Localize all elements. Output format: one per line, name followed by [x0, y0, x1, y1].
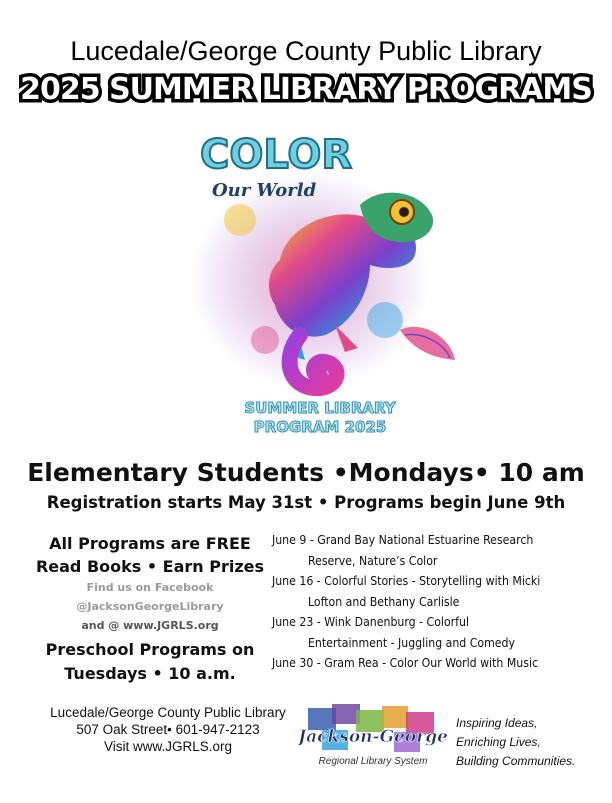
schedule-item-title: June 30 - Gram Rea - Color Our World with Music: [272, 656, 539, 670]
footer-tagline: [456, 714, 596, 771]
logo-name: Jackson-George: [298, 727, 448, 747]
footer-website: Visit www.JGRLS.org: [103, 739, 233, 754]
schedule-item: [272, 612, 592, 653]
left-info-column: [30, 532, 270, 686]
tagline-line: Inspiring Ideas,: [456, 716, 538, 730]
facebook-line: Find us on Facebook: [86, 581, 214, 594]
tagline-line: Enriching Lives,: [456, 735, 541, 749]
schedule-item: [272, 530, 592, 571]
facebook-handle: @JacksonGeorgeLibrary: [76, 600, 224, 613]
preschool-line1: Preschool Programs on: [45, 640, 255, 659]
schedule-item: [272, 571, 592, 612]
logo-subtitle: Regional Library System: [318, 756, 428, 767]
schedule-item-detail: Lofton and Bethany Carlisle: [308, 594, 460, 609]
footer-address: 507 Oak Street• 601-947-2123: [76, 722, 260, 737]
schedule-item: [272, 653, 592, 674]
program-banner: 2025 SUMMER LIBRARY PROGRAMS: [20, 72, 592, 107]
footer-contact: [28, 704, 308, 755]
free-programs-text: All Programs are FREE: [49, 534, 251, 553]
schedule-item-detail: Reserve, Nature’s Color: [308, 553, 438, 568]
preschool-line2: Tuesdays • 10 a.m.: [64, 664, 236, 683]
schedule-item-title: June 16 - Colorful Stories - Storytelling with Micki: [272, 574, 541, 588]
footer-library-name: Lucedale/George County Public Library: [50, 705, 286, 720]
elementary-heading: Elementary Students •Mondays• 10 am: [27, 458, 585, 487]
summer-library-text: SUMMER LIBRARY: [244, 399, 396, 417]
program-schedule: [272, 530, 592, 674]
schedule-item-title: June 9 - Grand Bay National Estuarine Research: [272, 533, 534, 547]
read-books-text: Read Books • Earn Prizes: [35, 557, 265, 576]
color-our-world-artwork: [170, 120, 470, 440]
registration-line: Registration starts May 31st • Programs begin June 9th: [46, 493, 566, 512]
schedule-item-detail: Entertainment - Juggling and Comedy: [308, 635, 515, 650]
schedule-item-title: June 23 - Wink Danenburg - Colorful: [272, 615, 470, 629]
tagline-line: Building Communities.: [456, 754, 576, 768]
color-logo-text: COLOR: [200, 132, 353, 178]
our-world-logo-text: Our World: [212, 180, 317, 201]
website-line: and @ www.JGRLS.org: [81, 619, 219, 632]
page-title: Lucedale/George County Public Library: [70, 36, 542, 66]
jackson-george-logo: [298, 704, 448, 770]
program-2025-text: PROGRAM 2025: [253, 418, 387, 436]
